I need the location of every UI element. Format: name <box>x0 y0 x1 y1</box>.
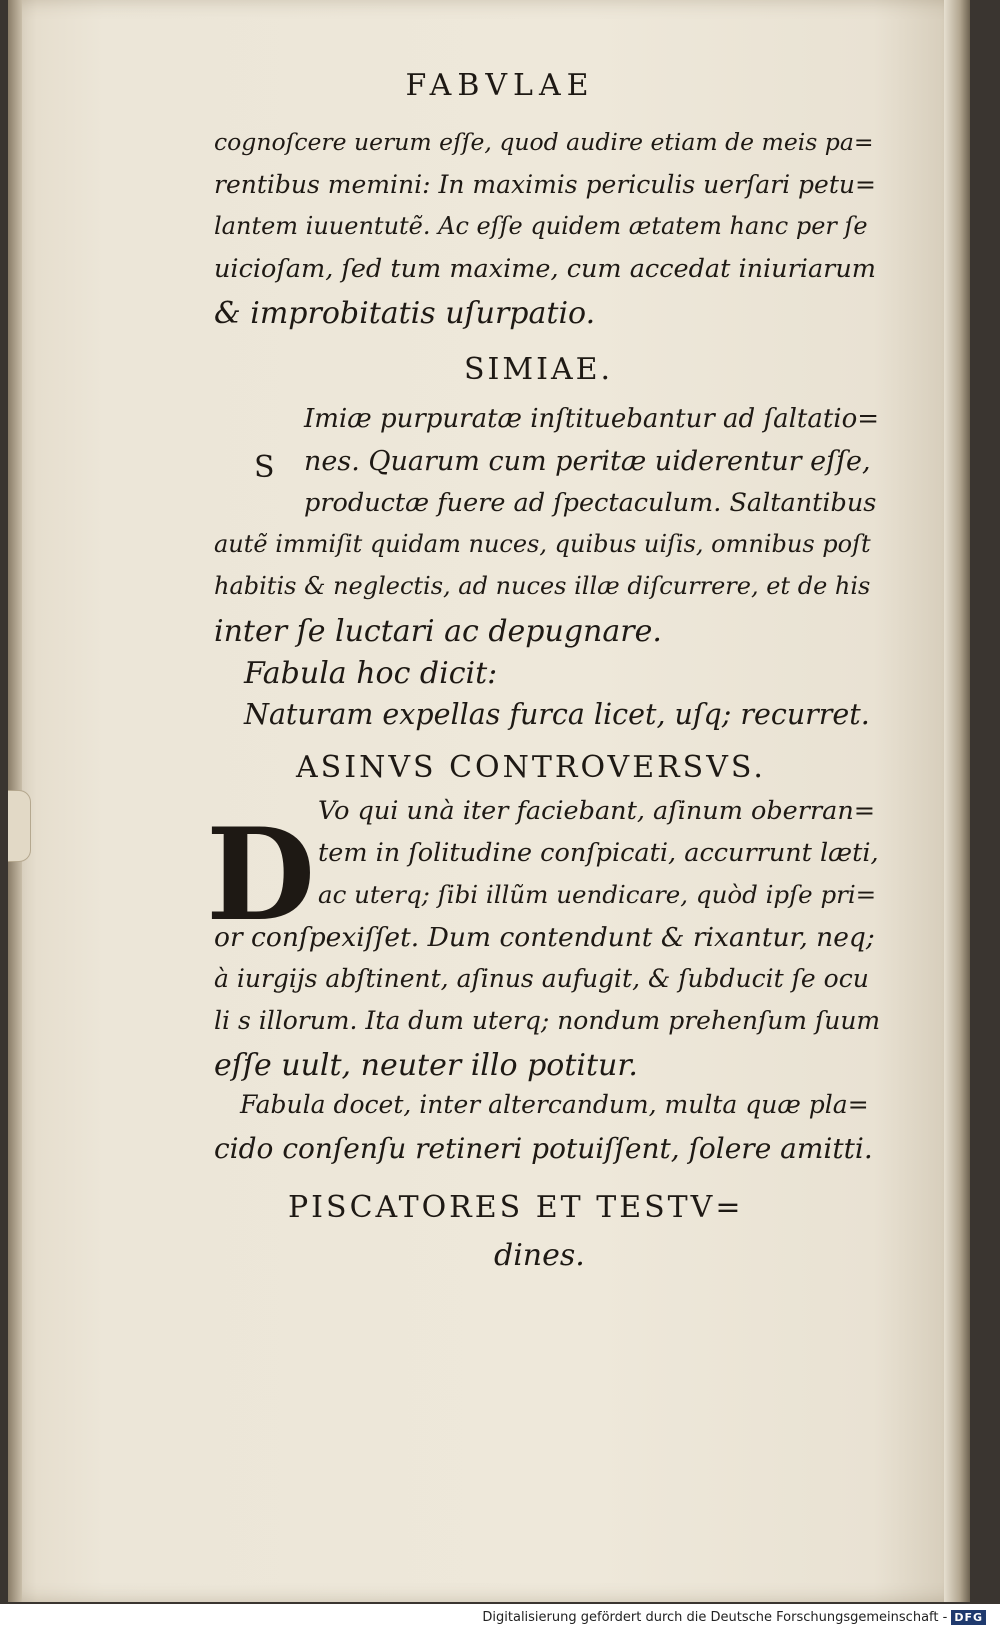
digitization-credit <box>482 1610 986 1625</box>
fable-line: ac uterq; ſibi illũm uendicare, quòd ipſe pri= <box>318 880 877 909</box>
credit-text: Digitalisierung gefördert durch die Deutsche Forschungsgemeinschaft - <box>482 1610 948 1625</box>
initial-letter-d: D <box>206 801 316 949</box>
fable-title-piscatores-cont: dines. <box>494 1238 585 1273</box>
fable-line: Imiæ purpuratæ inſtituebantur ad ſaltatio= <box>304 404 880 434</box>
fable-title-asinus: ASINVS CONTROVERSVS. <box>296 750 766 785</box>
intro-line: cognoſcere uerum eſſe, quod audire etiam de meis pa= <box>214 128 874 156</box>
moral-line: cido conſenſu retineri potuiſſent, ſolere amitti. <box>214 1132 873 1165</box>
fable-line: habitis & neglectis, ad nuces illæ diſcurrere, et de his <box>214 572 871 600</box>
fable-line: à iurgijs abſtinent, aſinus aufugit, & ſubducit ſe ocu <box>214 964 869 993</box>
dfg-logo: DFG <box>951 1610 986 1625</box>
fable-line: tem in ſolitudine conſpicati, accurrunt læti, <box>318 838 879 868</box>
initial-letter-s: S <box>254 450 275 485</box>
fable-title-simiae: SIMIAE. <box>464 352 614 387</box>
moral-line: Fabula docet, inter altercandum, multa quæ pla= <box>240 1090 869 1119</box>
fable-title-piscatores: PISCATORES ET TESTV= <box>288 1190 744 1225</box>
page-tab <box>8 790 31 862</box>
fable-line: inter ſe luctari ac depugnare. <box>214 614 662 649</box>
fable-line: productæ fuere ad ſpectaculum. Saltantibus <box>304 488 877 518</box>
intro-line: & improbitatis uſurpatio. <box>214 296 596 331</box>
intro-line: lantem iuuentutẽ. Ac eſſe quidem ætatem hanc per ſe <box>214 212 868 240</box>
moral-line: Naturam expellas furca licet, uſq; recurret. <box>244 698 870 731</box>
fable-line: li s illorum. Ita dum uterq; nondum prehenſum ſuum <box>214 1006 881 1035</box>
fable-line: or conſpexiſſet. Dum contendunt & rixantur, neq; <box>214 922 875 953</box>
fable-line: autẽ immiſit quidam nuces, quibus uiſis, omnibus poſt <box>214 530 871 558</box>
fable-line: Vo qui unà iter faciebant, aſinum oberran= <box>318 796 876 826</box>
fable-line: nes. Quarum cum peritæ uiderentur eſſe, <box>304 446 871 477</box>
page-edge <box>944 0 970 1602</box>
running-head: FABVLAE <box>405 68 595 103</box>
intro-line: rentibus memini: In maximis periculis uerſari petu= <box>214 170 876 199</box>
fable-line: eſſe uult, neuter illo potitur. <box>214 1048 638 1083</box>
intro-line: uicioſam, ſed tum maxime, cum accedat iniuriarum <box>214 254 876 284</box>
moral-intro: Fabula hoc dicit: <box>244 656 498 691</box>
